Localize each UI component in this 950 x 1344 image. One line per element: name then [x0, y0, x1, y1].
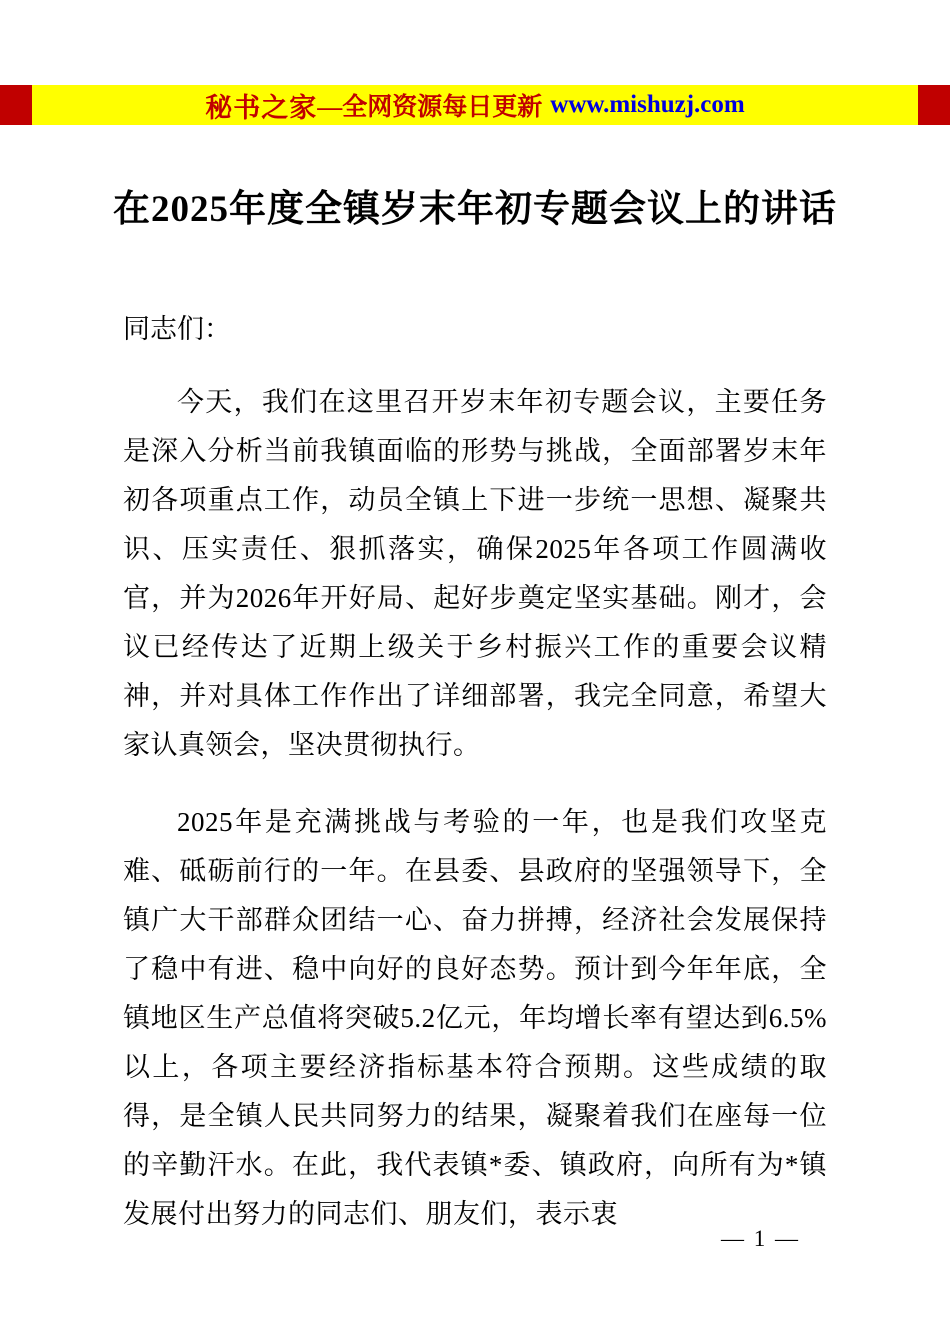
- banner-tagline: —全网资源每日更新: [317, 94, 543, 121]
- site-url-link[interactable]: www.mishuzj.com: [550, 91, 745, 118]
- paragraph-1: 今天，我们在这里召开岁末年初专题会议，主要任务是深入分析当前我镇面临的形势与挑战，全面部署岁末年初各项重点工作，动员全镇上下进一步统一思想、凝聚共识、压实责任、狠抓落实，确保2025年各项工作圆满收官，并为2026年开好局、起好步奠定坚实基础。刚才，会议已经传达了近期上级关于乡村振兴工作的重要会议精神，并对具体工作作出了详细部署，我完全同意，希望大家认真领会，坚决贯彻执行。: [123, 387, 827, 760]
- paragraph-2: 2025年是充满挑战与考验的一年，也是我们攻坚克难、砥砺前行的一年。在县委、县政府的坚强领导下，全镇广大干部群众团结一心、奋力拼搏，经济社会发展保持了稳中有进、稳中向好的良好态势。预计到今年年底，全镇地区生产总值将突破5.2亿元，年均增长率有望达到6.5%以上，各项主要经济指标基本符合预期。这些成绩的取得，是全镇人民共同努力的结果，凝聚着我们在座每一位的辛勤汗水。在此，我代表镇*委、镇政府，向所有为*镇发展付出努力的同志们、朋友们，表示衷: [123, 807, 827, 1229]
- document-body: [123, 305, 827, 1267]
- site-banner: [0, 85, 950, 125]
- banner-right-cap: [918, 85, 950, 125]
- document-title: 在2025年度全镇岁末年初专题会议上的讲话: [113, 189, 837, 230]
- salutation-line: 同志们：: [123, 314, 231, 344]
- banner-left-cap: [0, 85, 32, 125]
- site-name: 秘书之家: [205, 92, 318, 123]
- banner-content: [32, 85, 918, 125]
- page-number: — 1 —: [721, 1226, 800, 1251]
